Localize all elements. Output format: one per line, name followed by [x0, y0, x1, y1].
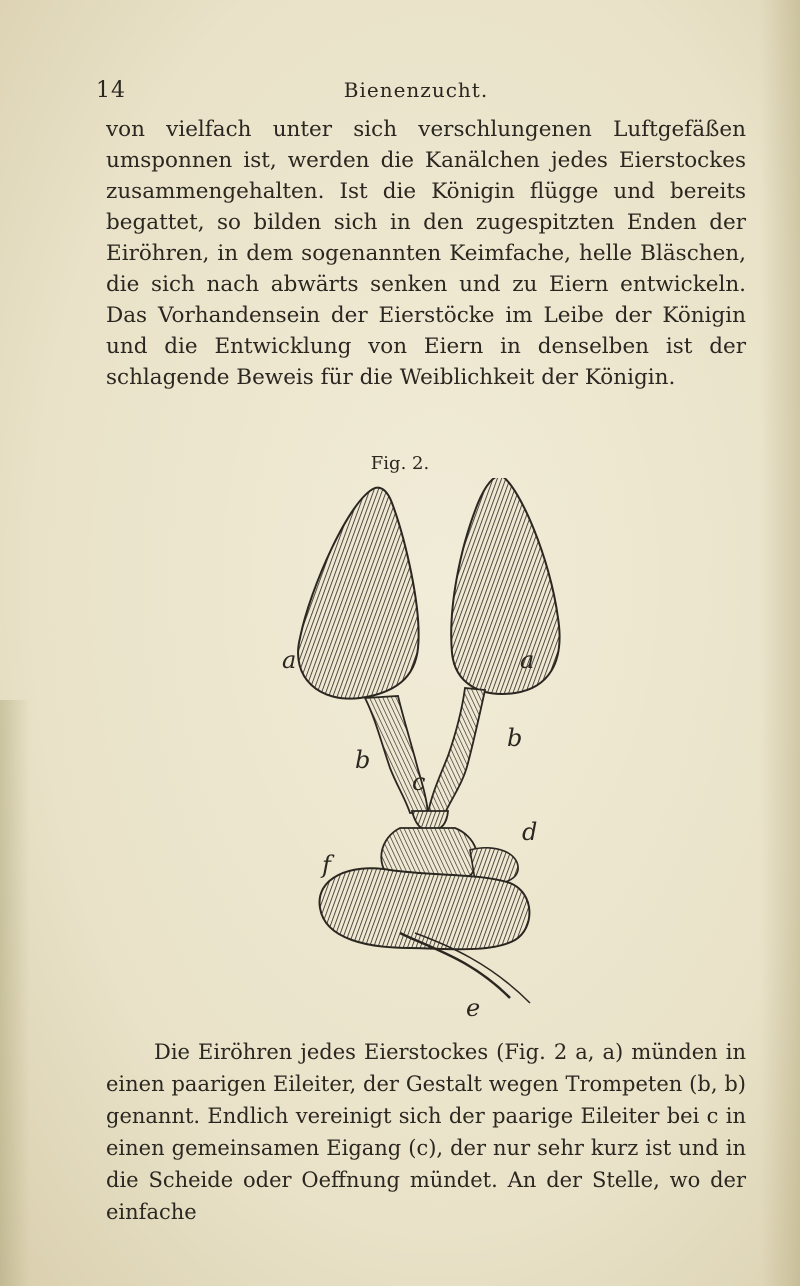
label-b-left: b [355, 746, 371, 774]
paper-edge-shadow-right [760, 0, 800, 1286]
paragraph-bottom: Die Eiröhren jedes Eierstockes (Fig. 2 a, a) münden in einen paarigen Eileiter, der Gestalt wegen Trompeten (b, b) genannt. Endlich vereinigt sich der paarige Eileiter bei c in einen gemeinsamen Eigang (c), der nur sehr kurz ist und in die Scheide oder Oeffnung mündet. An der Stelle, wo der einfache [106, 1040, 746, 1224]
running-head: Bienenzucht. [343, 78, 489, 102]
label-c: c [412, 768, 426, 796]
page-header [96, 78, 736, 108]
label-f: f [322, 851, 331, 879]
right-ovary [451, 478, 559, 694]
ovary-illustration [280, 478, 570, 1028]
label-e: e [466, 994, 481, 1022]
figure-caption: Fig. 2. [370, 453, 430, 474]
label-b-right: b [507, 724, 523, 752]
label-d: d [522, 818, 538, 846]
label-a-right: a [520, 646, 535, 674]
paper-edge-shadow-left [0, 700, 30, 1286]
paragraph-top: von vielfach unter sich verschlungenen Luftgefäßen umsponnen ist, werden die Kanälchen jedes Eierstockes zusammengehalten. Ist die Königin flügge und bereits begattet, so bilden sich in den zugespitzten Enden der Eiröhren, in dem sogenannten Keimfache, helle Bläschen, die sich nach abwärts senken und zu Eiern entwickeln. Das Vorhandensein der Eierstöcke im Leibe der Königin und die Entwicklung von Eiern in denselben ist der schlagende Beweis für die Weiblichkeit der Königin. [106, 117, 746, 390]
page-number: 14 [96, 78, 126, 103]
label-a-left: a [282, 646, 297, 674]
left-ovary [298, 488, 419, 699]
right-oviduct [428, 688, 485, 813]
